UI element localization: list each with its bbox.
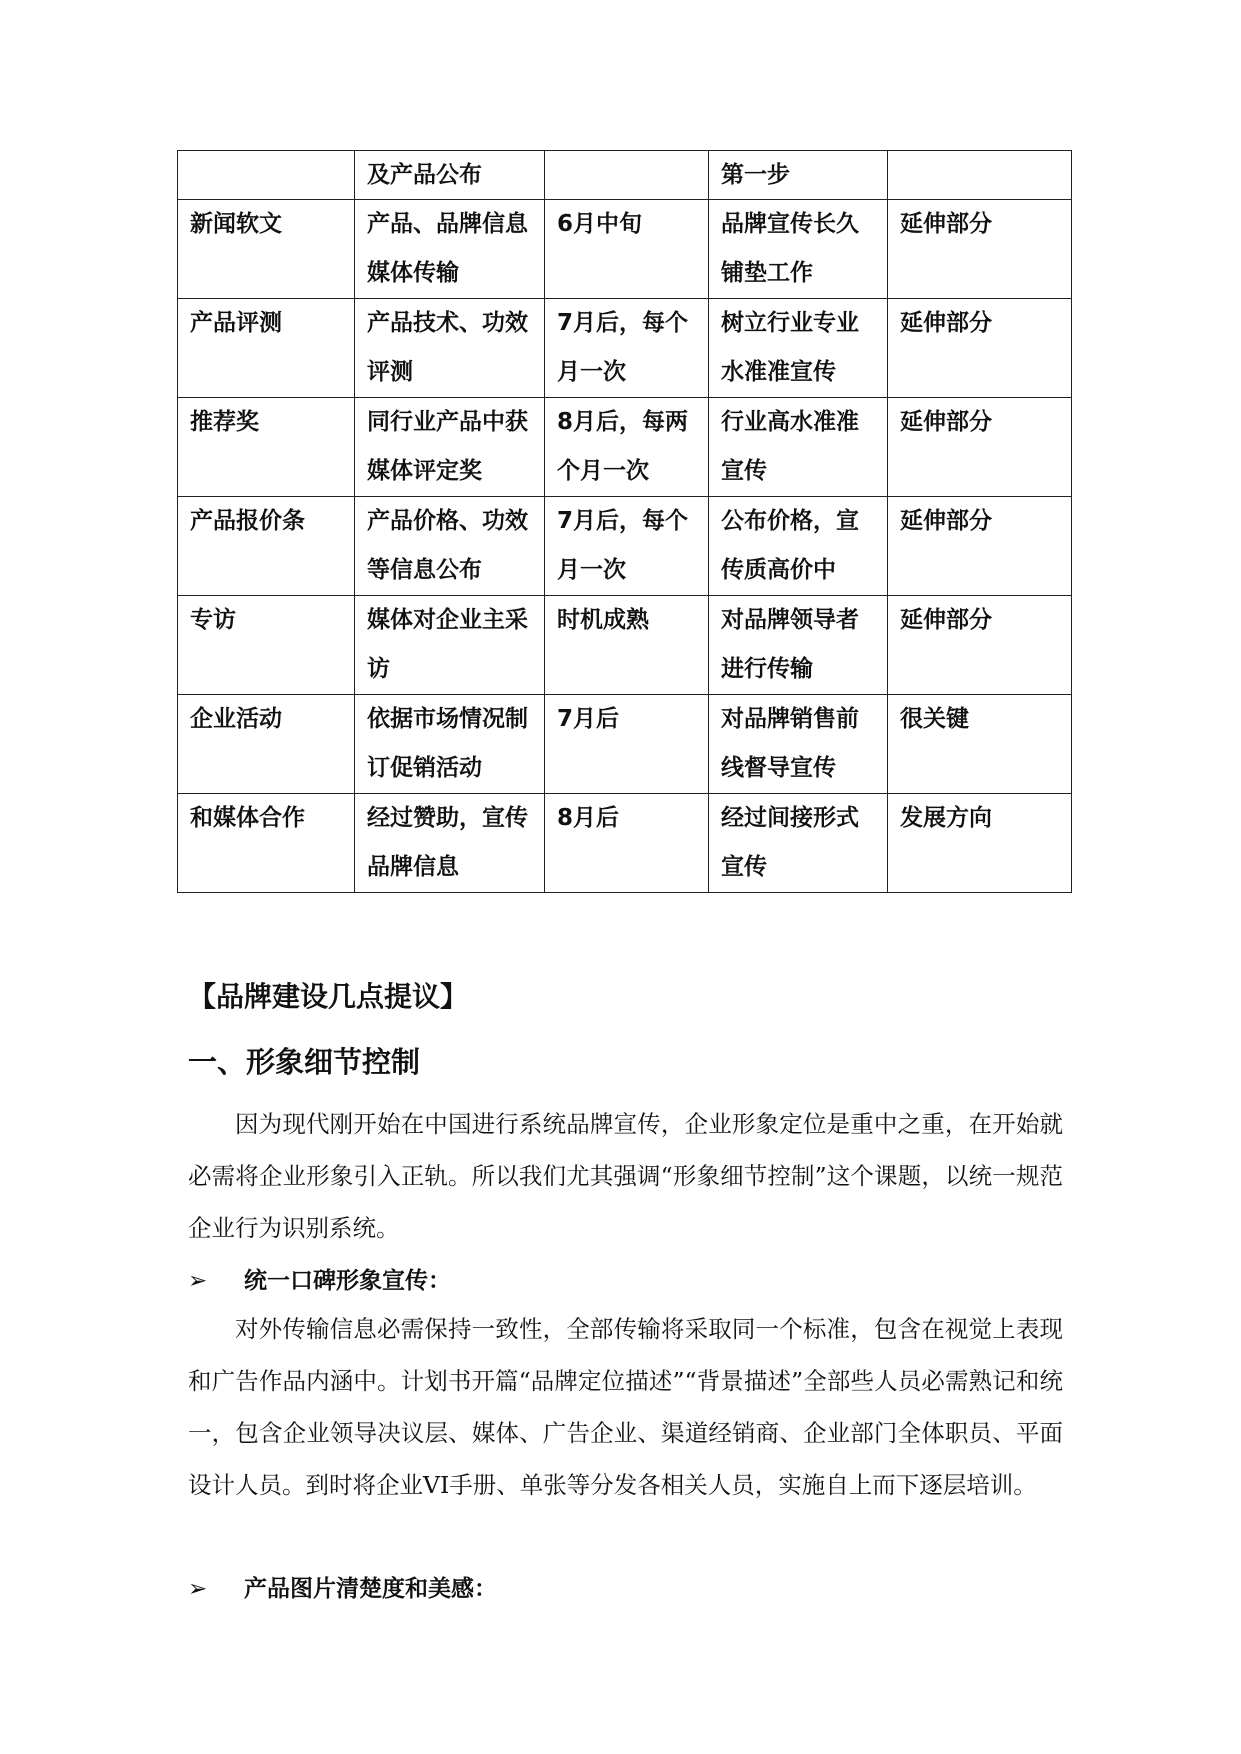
table-cell: 产品技术、功效评测 (355, 299, 545, 398)
media-plan-table (177, 150, 1072, 893)
table-cell: 延伸部分 (888, 398, 1072, 497)
table-row (178, 497, 1072, 596)
table-cell: 推荐奖 (178, 398, 355, 497)
table-cell: 经过间接形式宣传 (709, 794, 888, 893)
table-cell: 树立行业专业水准准宣传 (709, 299, 888, 398)
table-cell: 及产品公布 (355, 151, 545, 200)
table-cell: 延伸部分 (888, 299, 1072, 398)
table-cell (178, 151, 355, 200)
table-cell: 专访 (178, 596, 355, 695)
arrow-bullet-icon: ➢ (188, 1268, 208, 1294)
table-cell: 对品牌销售前线督导宣传 (709, 695, 888, 794)
table-cell: 延伸部分 (888, 596, 1072, 695)
table-cell (888, 151, 1072, 200)
bullet-product-images (188, 1570, 497, 1603)
table-cell: 新闻软文 (178, 200, 355, 299)
table-cell: 同行业产品中获媒体评定奖 (355, 398, 545, 497)
table-cell: 对品牌领导者进行传输 (709, 596, 888, 695)
table-cell: 8月后，每两个月一次 (545, 398, 709, 497)
table-cell: 7月后，每个月一次 (545, 299, 709, 398)
section-title: 【品牌建设几点提议】 (188, 980, 469, 1013)
table-row (178, 200, 1072, 299)
table-cell: 产品价格、功效等信息公布 (355, 497, 545, 596)
table-row (178, 398, 1072, 497)
table-cell: 行业高水准准宣传 (709, 398, 888, 497)
table-cell: 发展方向 (888, 794, 1072, 893)
table-cell: 公布价格，宣传质高价中 (709, 497, 888, 596)
paragraph-unified-image: 对外传输信息必需保持一致性，全部传输将采取同一个标准，包含在视觉上表现和广告作品内涵中。计划书开篇“品牌定位描述”“背景描述”全部些人员必需熟记和统一，包含企业领导决议层、媒体、广告企业、渠道经销商、企业部门全体职员、平面设计人员。到时将企业VI手册、单张等分发各相关人员，实施自上而下逐层培训。 (188, 1315, 1063, 1499)
table-cell: 很关键 (888, 695, 1072, 794)
table-cell: 7月后，每个月一次 (545, 497, 709, 596)
table-cell: 产品报价条 (178, 497, 355, 596)
table-cell: 延伸部分 (888, 200, 1072, 299)
table-cell: 依据市场情况制订促销活动 (355, 695, 545, 794)
heading-image-detail-control: 一、形象细节控制 (188, 1045, 421, 1079)
table-cell: 7月后 (545, 695, 709, 794)
table-cell: 媒体对企业主采访 (355, 596, 545, 695)
table-row (178, 695, 1072, 794)
paragraph-intro: 因为现代刚开始在中国进行系统品牌宣传，企业形象定位是重中之重，在开始就必需将企业形象引入正轨。所以我们尤其强调“形象细节控制”这个课题，以统一规范企业行为识别系统。 (188, 1110, 1063, 1242)
table-row (178, 151, 1072, 200)
table-cell: 第一步 (709, 151, 888, 200)
bullet-label: 统一口碑形象宣传： (244, 1268, 451, 1294)
table-cell: 延伸部分 (888, 497, 1072, 596)
table-row (178, 596, 1072, 695)
table-cell: 产品、品牌信息媒体传输 (355, 200, 545, 299)
bullet-unified-image (188, 1262, 451, 1295)
table-cell: 和媒体合作 (178, 794, 355, 893)
table-cell: 产品评测 (178, 299, 355, 398)
table-cell: 8月后 (545, 794, 709, 893)
arrow-bullet-icon: ➢ (188, 1576, 208, 1602)
table-cell: 企业活动 (178, 695, 355, 794)
bullet-label: 产品图片清楚度和美感： (244, 1576, 497, 1602)
table-cell (545, 151, 709, 200)
table-row (178, 299, 1072, 398)
table-cell: 品牌宣传长久铺垫工作 (709, 200, 888, 299)
table-row (178, 794, 1072, 893)
table-cell: 时机成熟 (545, 596, 709, 695)
table-cell: 经过赞助，宣传品牌信息 (355, 794, 545, 893)
table-cell: 6月中旬 (545, 200, 709, 299)
